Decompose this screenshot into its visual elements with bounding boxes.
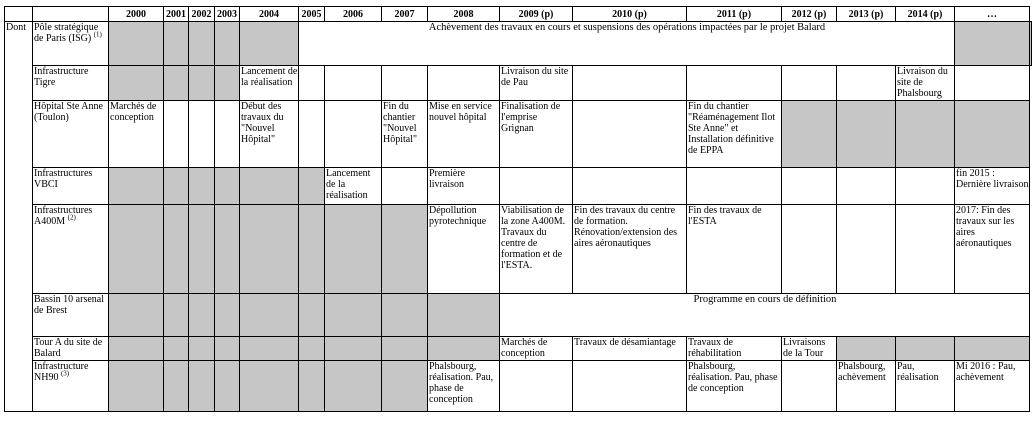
table-cell xyxy=(382,168,428,205)
gray-cell xyxy=(325,361,382,412)
gray-cell xyxy=(164,22,189,66)
table-cell xyxy=(325,66,382,101)
table-cell xyxy=(573,66,687,101)
table-cell xyxy=(428,66,500,101)
table-cell: Lancement de la réalisation xyxy=(325,168,382,205)
table-row xyxy=(5,66,1032,101)
gray-cell xyxy=(896,101,955,168)
table-cell xyxy=(382,66,428,101)
header-row xyxy=(5,7,1032,22)
table-cell: Fin des travaux du centre de formation. Rénovation/extension des aires aéronautiques xyxy=(573,205,687,294)
table-row xyxy=(5,337,1032,361)
gray-cell xyxy=(240,337,299,361)
gray-cell xyxy=(109,168,164,205)
table-cell: Phalsbourg, achèvement xyxy=(837,361,896,412)
year-header: 2000 xyxy=(109,7,164,22)
gray-cell xyxy=(299,205,325,294)
table-cell: Mi 2016 : Pau, achèvement xyxy=(955,361,1030,412)
table-cell xyxy=(573,101,687,168)
table-cell: Pau, réalisation xyxy=(896,361,955,412)
gray-cell xyxy=(299,168,325,205)
year-header: 2012 (p) xyxy=(782,7,837,22)
footnote-mark: (3) xyxy=(60,369,70,378)
table-cell: Fin du chantier "Nouvel Hôpital" xyxy=(382,101,428,168)
table-cell: fin 2015 : Dernière livraison xyxy=(955,168,1030,205)
gray-cell xyxy=(215,168,240,205)
gray-cell xyxy=(215,337,240,361)
gray-cell xyxy=(428,337,500,361)
gray-cell xyxy=(325,337,382,361)
year-header: 2009 (p) xyxy=(500,7,573,22)
table-cell xyxy=(164,101,189,168)
table-cell xyxy=(687,66,782,101)
gray-cell xyxy=(382,337,428,361)
table-row xyxy=(5,361,1032,412)
span-note: Programme en cours de définition xyxy=(500,294,1030,337)
row-label: Infrastructures VBCI xyxy=(33,168,109,205)
span-note: Achèvement des travaux en cours et suspensions des opérations impactées par le projet Balard xyxy=(299,22,955,66)
row-label-text: Infrastructure NH90 xyxy=(34,361,89,383)
gray-cell xyxy=(240,361,299,412)
year-header: 2007 xyxy=(382,7,428,22)
gray-cell xyxy=(382,205,428,294)
table-cell: Finalisation de l'emprise Grignan xyxy=(500,101,573,168)
gray-cell xyxy=(240,294,299,337)
gray-cell xyxy=(189,205,215,294)
gray-cell xyxy=(382,294,428,337)
gray-cell xyxy=(189,168,215,205)
gray-cell xyxy=(382,361,428,412)
row-label xyxy=(33,22,109,66)
gray-cell xyxy=(164,337,189,361)
table-cell xyxy=(500,168,573,205)
year-header: 2008 xyxy=(428,7,500,22)
table-row xyxy=(5,294,1032,337)
table-cell xyxy=(837,205,896,294)
table-cell xyxy=(299,66,325,101)
table-cell: Première livraison xyxy=(428,168,500,205)
gray-cell xyxy=(109,22,164,66)
year-header: 2002 xyxy=(189,7,215,22)
table-cell xyxy=(500,361,573,412)
gray-cell xyxy=(215,66,240,101)
footnote-mark: (2) xyxy=(67,213,76,222)
table-cell xyxy=(782,66,837,101)
gray-cell xyxy=(955,337,1030,361)
table-cell: Mise en service nouvel hôpital xyxy=(428,101,500,168)
table-cell: Travaux de réhabilitation xyxy=(687,337,782,361)
table-cell xyxy=(896,205,955,294)
row-label-text: Pôle stratégique de Paris (ISG) xyxy=(34,22,99,44)
year-header: 2014 (p) xyxy=(896,7,955,22)
gray-cell xyxy=(189,294,215,337)
gray-cell xyxy=(164,205,189,294)
table-cell: Marchés de conception xyxy=(500,337,573,361)
row-label xyxy=(33,361,109,412)
table-cell xyxy=(896,168,955,205)
gray-cell xyxy=(782,101,837,168)
year-header: 2010 (p) xyxy=(573,7,687,22)
row-label: Tour A du site de Balard xyxy=(33,337,109,361)
corner-cell xyxy=(5,7,33,22)
year-header: 2013 (p) xyxy=(837,7,896,22)
gray-cell xyxy=(837,101,896,168)
gray-cell xyxy=(109,294,164,337)
gray-cell xyxy=(299,294,325,337)
year-header: 2004 xyxy=(240,7,299,22)
table-cell: Fin des travaux de l'ESTA xyxy=(687,205,782,294)
table-row xyxy=(5,22,1032,66)
table-cell: Phalsbourg, réalisation. Pau, phase de conception xyxy=(428,361,500,412)
table-cell xyxy=(782,205,837,294)
row-label xyxy=(33,205,109,294)
gray-cell xyxy=(428,294,500,337)
year-header: 2005 xyxy=(299,7,325,22)
gray-cell xyxy=(109,205,164,294)
gray-cell xyxy=(109,337,164,361)
gray-cell xyxy=(1030,22,1032,66)
table-cell: Phalsbourg, réalisation. Pau, phase de conception xyxy=(687,361,782,412)
gray-cell xyxy=(215,205,240,294)
table-cell xyxy=(687,168,782,205)
gray-cell xyxy=(189,361,215,412)
table-cell: Livraison du site de Pau xyxy=(500,66,573,101)
gray-cell xyxy=(955,101,1030,168)
gray-cell xyxy=(299,361,325,412)
gray-cell xyxy=(189,337,215,361)
table-cell: 2017: Fin des travaux sur les aires aéronautiques xyxy=(955,205,1030,294)
year-header: 2001 xyxy=(164,7,189,22)
gray-cell xyxy=(955,22,1030,66)
table-cell xyxy=(325,101,382,168)
table-cell: Livraisons de la Tour xyxy=(782,337,837,361)
table-cell: Dépollution pyrotechnique xyxy=(428,205,500,294)
table-row xyxy=(5,205,1032,294)
planning-table xyxy=(4,6,1032,412)
table-cell xyxy=(837,66,896,101)
table-cell xyxy=(782,361,837,412)
table-cell xyxy=(573,168,687,205)
gray-cell xyxy=(325,294,382,337)
year-header: … xyxy=(955,7,1030,22)
table-cell xyxy=(837,168,896,205)
table-cell xyxy=(573,361,687,412)
table-cell xyxy=(215,101,240,168)
table-row xyxy=(5,168,1032,205)
table-cell: Début des travaux du "Nouvel Hôpital" xyxy=(240,101,299,168)
gray-cell xyxy=(896,337,955,361)
year-header: 2006 xyxy=(325,7,382,22)
row-label: Hôpital Ste Anne (Toulon) xyxy=(33,101,109,168)
gray-cell xyxy=(164,66,189,101)
row-label: Bassin 10 arsenal de Brest xyxy=(33,294,109,337)
table-row xyxy=(5,101,1032,168)
gray-cell xyxy=(240,168,299,205)
gray-cell xyxy=(837,337,896,361)
table-cell: Viabilisation de la zone A400M. Travaux du centre de formation et de l'ESTA. xyxy=(500,205,573,294)
table-cell: Fin du chantier "Réaménagement Ilot Ste Anne" et Installation définitive de EPPA xyxy=(687,101,782,168)
gray-cell xyxy=(215,361,240,412)
gray-cell xyxy=(215,22,240,66)
table-cell: Lancement de la réalisation xyxy=(240,66,299,101)
table-cell: Marchés de conception xyxy=(109,101,164,168)
row-label: Infrastructure Tigre xyxy=(33,66,109,101)
table-cell xyxy=(189,101,215,168)
dont-label: Dont xyxy=(5,22,33,412)
gray-cell xyxy=(299,337,325,361)
table-cell: Travaux de désamiantage xyxy=(573,337,687,361)
gray-cell xyxy=(215,294,240,337)
corner-cell-2 xyxy=(33,7,109,22)
footnote-mark: (1) xyxy=(93,30,102,39)
year-header: 2011 (p) xyxy=(687,7,782,22)
gray-cell xyxy=(109,361,164,412)
table-cell: Livraison du site de Phalsbourg xyxy=(896,66,955,101)
gray-cell xyxy=(164,361,189,412)
row-label-text: Infrastructures A400M xyxy=(34,205,93,227)
gray-cell xyxy=(189,22,215,66)
year-header: 2003 xyxy=(215,7,240,22)
gray-cell xyxy=(164,294,189,337)
gray-cell xyxy=(240,22,299,66)
gray-cell xyxy=(240,205,299,294)
gray-cell xyxy=(164,168,189,205)
table-cell xyxy=(955,66,1030,101)
gray-cell xyxy=(109,66,164,101)
table-cell xyxy=(299,101,325,168)
gray-cell xyxy=(325,205,382,294)
table-cell xyxy=(782,168,837,205)
gray-cell xyxy=(189,66,215,101)
